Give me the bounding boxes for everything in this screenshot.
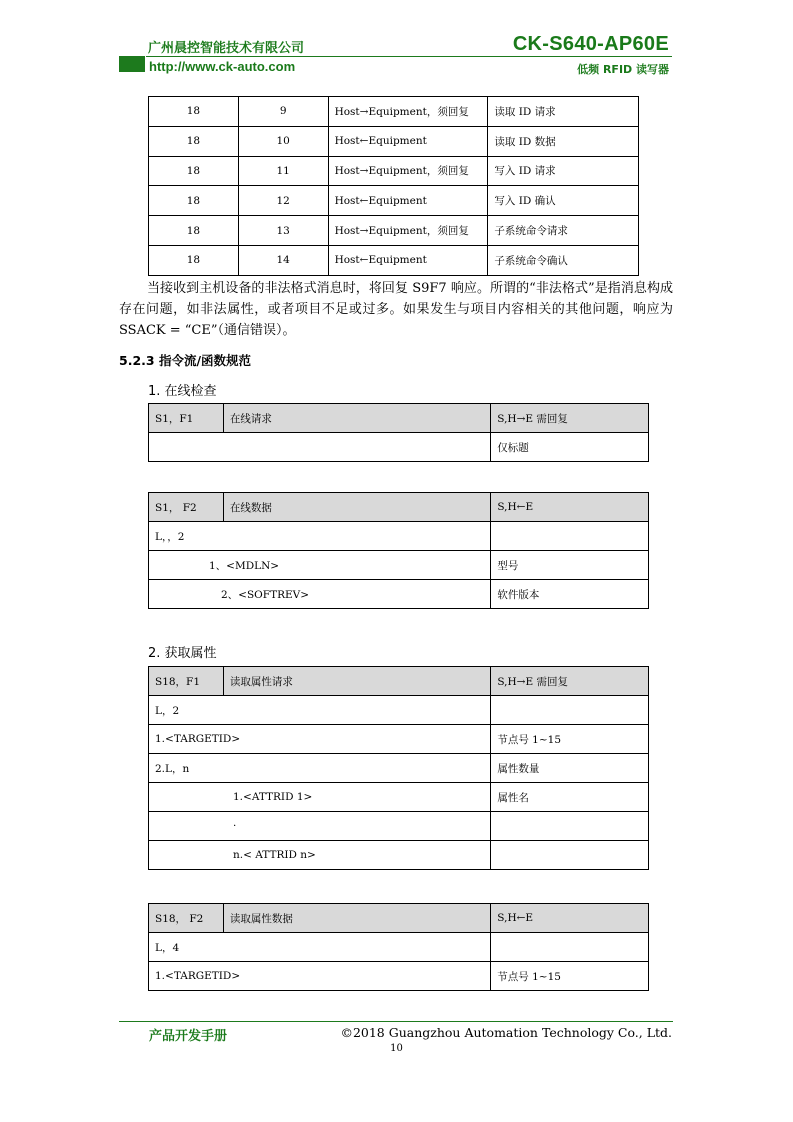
table-row xyxy=(149,216,639,246)
company-name: 广州晨控智能技术有限公司 xyxy=(148,41,305,56)
table-row xyxy=(149,156,639,186)
table-row xyxy=(149,783,649,812)
stream-cell: 18 xyxy=(149,156,239,186)
function-cell: 11 xyxy=(238,156,328,186)
note-cell: 节点号 1~15 xyxy=(491,962,649,991)
direction-cell: Host←Equipment xyxy=(328,245,488,275)
company-url[interactable]: http://www.ck-auto.com xyxy=(149,59,296,74)
table-row xyxy=(149,551,649,580)
note-cell: 属性数量 xyxy=(491,754,649,783)
table-header-row xyxy=(149,404,649,433)
note-cell xyxy=(491,841,649,870)
note-cell: 型号 xyxy=(491,551,649,580)
table-row xyxy=(149,962,649,991)
header-accent-bar xyxy=(119,56,145,72)
message-direction: S,H→E 需回复 xyxy=(491,667,649,696)
table-row xyxy=(149,186,639,216)
direction-cell: Host←Equipment xyxy=(328,186,488,216)
item-cell: 1.<TARGETID> xyxy=(149,962,491,991)
item-cell: L，，2 xyxy=(149,522,491,551)
product-subtitle: 低频 RFID 读写器 xyxy=(577,63,669,76)
table-header-row xyxy=(149,904,649,933)
s18f1-table xyxy=(148,666,649,870)
note-cell: 属性名 xyxy=(491,783,649,812)
table-row xyxy=(149,126,639,156)
direction-cell: Host→Equipment，须回复 xyxy=(328,156,488,186)
item-cell: 2、<SOFTREV> xyxy=(149,580,491,609)
s1f1-table xyxy=(148,403,649,462)
item-cell xyxy=(149,433,491,462)
description-cell: 子系统命令确认 xyxy=(488,245,639,275)
footer-manual-title: 产品开发手册 xyxy=(149,1029,228,1044)
s18f2-table xyxy=(148,903,649,991)
stream-cell: 18 xyxy=(149,97,239,127)
item-cell: n.< ATTRID n> xyxy=(149,841,491,870)
item-cell: 1.<TARGETID> xyxy=(149,725,491,754)
message-name: 在线请求 xyxy=(223,404,490,433)
note-cell: 软件版本 xyxy=(491,580,649,609)
page-number: 10 xyxy=(390,1043,403,1054)
function-cell: 12 xyxy=(238,186,328,216)
table-header-row xyxy=(149,667,649,696)
message-code: S1， F2 xyxy=(149,493,224,522)
item-cell: L，4 xyxy=(149,933,491,962)
stream-cell: 18 xyxy=(149,186,239,216)
item-cell: L，2 xyxy=(149,696,491,725)
section-title: 5.2.3 指令流/函数规范 xyxy=(119,353,252,368)
message-name: 读取属性数据 xyxy=(223,904,490,933)
stream-cell: 18 xyxy=(149,126,239,156)
function-cell: 9 xyxy=(238,97,328,127)
stream-cell: 18 xyxy=(149,245,239,275)
model-number: CK-S640-AP60E xyxy=(512,33,669,55)
table-row xyxy=(149,433,649,462)
illegal-format-paragraph: 当接收到主机设备的非法格式消息时，将回复 S9F7 响应。所谓的“非法格式”是指消息构成存在问题，如非法属性，或者项目不足或过多。如果发生与项目内容相关的其他问题，响应为 SSACK = “CE”（通信错误）。 xyxy=(119,281,673,338)
function-cell: 14 xyxy=(238,245,328,275)
message-code: S18，F1 xyxy=(149,667,224,696)
description-cell: 读取 ID 数据 xyxy=(488,126,639,156)
table-row xyxy=(149,841,649,870)
note-cell: 节点号 1~15 xyxy=(491,725,649,754)
message-list-table xyxy=(148,96,639,276)
s1f2-table xyxy=(148,492,649,609)
message-name: 读取属性请求 xyxy=(223,667,490,696)
table-row xyxy=(149,754,649,783)
function-cell: 10 xyxy=(238,126,328,156)
stream-cell: 18 xyxy=(149,216,239,246)
message-code: S1，F1 xyxy=(149,404,224,433)
direction-cell: Host→Equipment，须回复 xyxy=(328,216,488,246)
footer-copyright: ©2018 Guangzhou Automation Technology Co., Ltd. xyxy=(340,1025,672,1040)
subsection-online-check: 1. 在线检查 xyxy=(148,384,217,399)
item-cell: 1、<MDLN> xyxy=(149,551,491,580)
function-cell: 13 xyxy=(238,216,328,246)
description-cell: 写入 ID 确认 xyxy=(488,186,639,216)
table-row xyxy=(149,696,649,725)
direction-cell: Host←Equipment xyxy=(328,126,488,156)
header-rule xyxy=(146,56,672,57)
description-cell: 读取 ID 请求 xyxy=(488,97,639,127)
table-row xyxy=(149,245,639,275)
message-code: S18， F2 xyxy=(149,904,224,933)
note-cell xyxy=(491,933,649,962)
item-cell: 2.L，n xyxy=(149,754,491,783)
item-cell: · xyxy=(149,812,491,841)
subsection-get-attributes: 2. 获取属性 xyxy=(148,646,217,661)
table-row xyxy=(149,580,649,609)
note-cell: 仅标题 xyxy=(491,433,649,462)
table-row xyxy=(149,812,649,841)
message-name: 在线数据 xyxy=(223,493,490,522)
item-cell: 1.<ATTRID 1> xyxy=(149,783,491,812)
direction-cell: Host→Equipment，须回复 xyxy=(328,97,488,127)
table-header-row xyxy=(149,493,649,522)
table-row xyxy=(149,933,649,962)
message-direction: S,H→E 需回复 xyxy=(491,404,649,433)
description-cell: 写入 ID 请求 xyxy=(488,156,639,186)
table-row xyxy=(149,97,639,127)
message-direction: S,H←E xyxy=(491,493,649,522)
note-cell xyxy=(491,522,649,551)
description-cell: 子系统命令请求 xyxy=(488,216,639,246)
note-cell xyxy=(491,696,649,725)
table-row xyxy=(149,522,649,551)
message-direction: S,H←E xyxy=(491,904,649,933)
footer-rule xyxy=(119,1021,673,1022)
table-row xyxy=(149,725,649,754)
note-cell xyxy=(491,812,649,841)
